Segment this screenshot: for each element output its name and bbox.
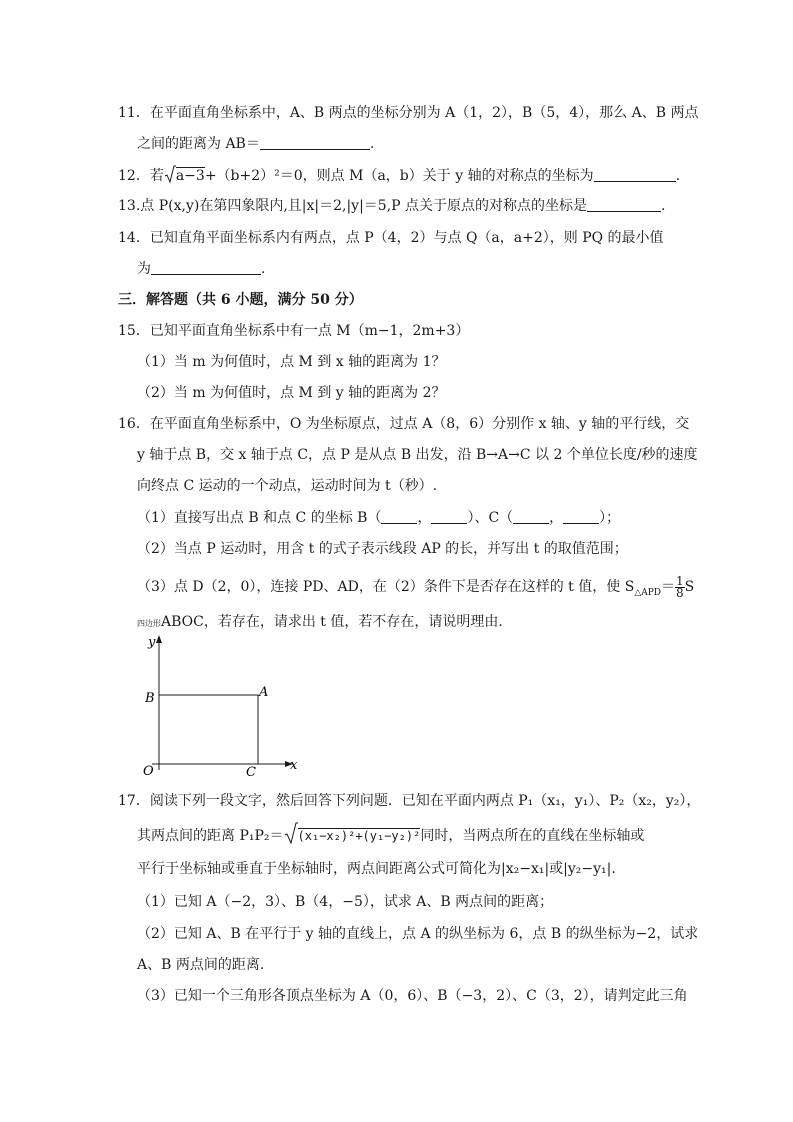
label-b: B [145,691,155,706]
q16-line3: 向终点 C 运动的一个动点，运动时间为 t（秒）. [137,478,438,494]
radical-icon [284,822,298,846]
q15-stem: 15．已知平面直角坐标系中有一点 M（m−1，2m+3） [118,323,470,339]
q12-sqrt [164,165,205,186]
section-title: 三．解答题（共 6 小题，满分 50 分） [118,292,363,308]
q12-prefix: 12．若 [118,168,164,184]
q16-part1-a: （1）直接写出点 B 和点 C 的坐标 B（ [137,510,382,526]
q15-part1: （1）当 m 为何值时，点 M 到 x 轴的距离为 1？ [137,354,446,370]
blank-b-y[interactable] [431,509,467,524]
q16-line1: 16．在平面直角坐标系中，O 为坐标原点，过点 A（8，6）分别作 x 轴、y 轴的平行线，交 [118,416,690,432]
q17-line2-b: 同时，当两点所在的直线在坐标轴或 [420,828,645,844]
q17-line1: 17．阅读下列一段文字，然后回答下列问题．已知在平面内两点 P₁（x₁，y₁）、P₂（x₂，y₂）， [118,793,701,809]
q14-line1: 14．已知直角平面坐标系内有两点，点 P（4，2）与点 Q（a，a+2），则 PQ 的最小值 [118,230,664,246]
q11-end: . [369,136,375,152]
q17-part2-line1: （2）已知 A、B 在平行于 y 轴的直线上，点 A 的纵坐标为 6，点 B 的纵坐标为−2，试求 [137,926,699,942]
q16-part3-b: ABOC，若存在，请求出 t 值，若不存在，请说明理由. [161,614,503,630]
q17-part2-line2: A、B 两点间的距离. [137,957,265,973]
q11-answer-blank[interactable] [260,135,370,150]
y-axis-arrow-icon [156,635,162,643]
q17-line2 [137,822,644,846]
q12-rest: +（b+2）²＝0，则点 M（a，b）关于 y 轴的对称点的坐标为 [204,168,594,184]
q16-figure [130,632,310,780]
label-o: O [143,764,154,779]
radical-icon [164,165,176,185]
q16-part1-c: ）； [599,510,621,526]
q14-line2 [137,259,265,279]
label-a: A [259,685,269,700]
q16-part2: （2）当点 P 运动时，用含 t 的式子表示线段 AP 的长，并写出 t 的取值范围； [137,541,628,557]
frac-den: 8 [676,585,684,600]
formula-radicand: (x₁−x₂)²+(y₁−y₂)² [297,829,421,843]
q12-end: . [675,168,681,184]
q17-line3: 平行于坐标轴或垂直于坐标轴时，两点间距离公式可简化为|x₂−x₁|或|y₂−y₁|. [137,861,616,877]
q17-part1: （1）已知 A（−2，3）、B（4，−5），试求 A、B 两点间的距离； [137,894,554,910]
q11-line2-text: 之间的距离为 AB＝ [137,136,260,152]
q16-part1 [137,508,620,528]
q14-line2-text: 为 [137,261,151,277]
q15-part2: （2）当 m 为何值时，点 M 到 y 轴的距离为 2？ [137,385,446,401]
rectangle-abco [159,695,258,764]
q16-part3-small: 四边形 [137,619,161,628]
distance-formula [284,822,421,848]
q16-part1-b: ）、C（ [467,510,514,526]
q14-end: . [261,261,266,277]
q12-radicand: a−3 [175,168,205,184]
q17-part3: （3）已知一个三角形各顶点坐标为 A（0，6）、B（−3，2）、C（3，2），请判定此三角 [137,988,688,1004]
q11-line1: 11．在平面直角坐标系中，A、B 两点的坐标分别为 A（1，2），B（5，4），那么 A、B 两点 [118,105,699,121]
q13-answer-blank[interactable] [587,197,661,212]
q16-part3-sub: △APD [634,587,662,598]
q16-part3 [137,574,694,600]
q16-part1-sep2: ， [549,510,564,526]
q13-end: . [661,198,666,214]
label-x: x [290,758,298,773]
q16-part3-cont [137,612,503,632]
label-c: C [246,765,256,780]
blank-b-x[interactable] [381,509,417,524]
frac-num: 1 [676,573,684,588]
q13-line [118,196,665,216]
q14-answer-blank[interactable] [151,260,261,275]
q13-text: 13.点 P(x,y)在第四象限内,且|x|＝2,|y|＝5,P 点关于原点的对称点的坐标是 [118,198,588,214]
q12-answer-blank[interactable] [594,167,676,182]
q11-line2 [137,134,374,154]
q16-part1-sep1: ， [417,510,432,526]
blank-c-y[interactable] [563,509,599,524]
q16-part3-a: （3）点 D（2，0），连接 PD、AD，在（2）条件下是否存在这样的 t 值，使 S [137,579,635,595]
label-y: y [148,635,156,650]
q17-line2-a: 其两点间的距离 P₁P₂＝ [137,828,284,844]
blank-c-x[interactable] [513,509,549,524]
q12-line [118,165,680,185]
fraction-one-eighth [675,573,685,600]
q16-line2: y 轴于点 B，交 x 轴于点 C，点 P 是从点 B 出发，沿 B→A→C 以 2 个单位长度/秒的速度 [137,447,698,463]
q16-part3-eq: ＝ [661,579,676,595]
q16-part3-s: S [684,579,695,595]
